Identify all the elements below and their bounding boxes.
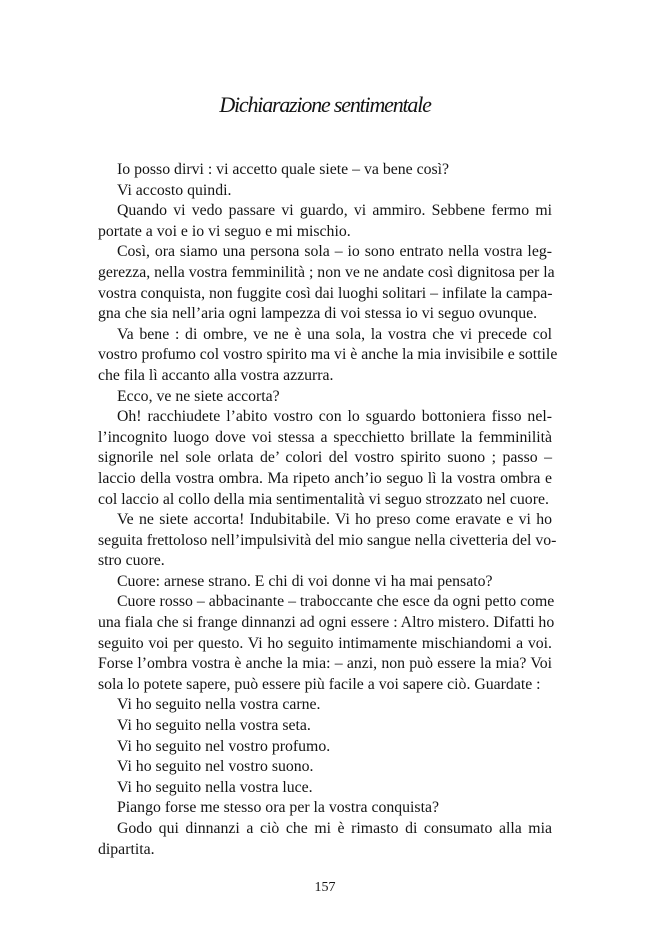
text-line: dipartita.	[98, 840, 155, 858]
body-text	[98, 160, 558, 860]
text-line: Vi accosto quindi.	[117, 181, 232, 199]
page-number: 157	[314, 880, 336, 895]
text-line: Oh! racchiudete l’abito vostro con lo sguardo bottoniera fisso nel-	[117, 408, 552, 426]
text-line: sola lo potete sapere, può essere più facile a voi sapere ciò. Guardate :	[98, 675, 541, 693]
text-line: Quando vi vedo passare vi guardo, vi ammiro. Sebbene fermo mi	[117, 202, 552, 220]
text-line: Va bene : di ombre, ve ne è una sola, la vostra che vi precede col	[117, 325, 552, 343]
text-line: Vi ho seguito nella vostra luce.	[117, 778, 313, 796]
text-line: laccio della vostra ombra. Ma ripeto anch’io seguo lì la vostra ombra e	[98, 469, 552, 487]
text-line: Godo qui dinnanzi a ciò che mi è rimasto di consumato alla mia	[117, 820, 552, 837]
text-line: vostra conquista, non fuggite così dai luoghi solitari – infilate la campa-	[98, 284, 553, 302]
text-line: col laccio al collo della mia sentimentalità vi seguo strozzato nel cuore.	[98, 490, 549, 508]
text-line: Vi ho seguito nella vostra carne.	[117, 696, 321, 714]
text-line: Ve ne siete accorta! Indubitabile. Vi ho preso come eravate e vi ho	[117, 511, 552, 529]
text-line: gerezza, nella vostra femminilità ; non ve ne andate così dignitosa per la	[98, 263, 555, 281]
text-line: Vi ho seguito nel vostro suono.	[117, 758, 314, 776]
text-line: seguita frettoloso nell’impulsività del mio sangue nella civetteria del vo-	[98, 531, 557, 549]
text-line: Cuore: arnese strano. E chi di voi donne vi ha mai pensato?	[117, 572, 493, 590]
text-line: stro cuore.	[98, 552, 165, 570]
text-line: portate a voi e io vi seguo e mi mischio.	[98, 222, 351, 240]
text-line: gna che sia nell’aria ogni lampezza di voi stessa io vi seguo ovunque.	[98, 305, 538, 323]
text-line: Così, ora siamo una persona sola – io sono entrato nella vostra leg-	[117, 243, 552, 261]
text-line: Cuore rosso – abbacinante – traboccante che esce da ogni petto come	[117, 593, 555, 611]
text-line: Vi ho seguito nel vostro profumo.	[117, 737, 331, 755]
text-line: vostro profumo col vostro spirito ma vi è anche la mia invisibile e sottile	[98, 346, 558, 364]
text-line: signorile nel sole orlata de’ colori del vostro spirito suono ; passo –	[98, 449, 552, 467]
text-line: seguito voi per questo. Vi ho seguito intimamente mischiandomi a voi.	[98, 634, 552, 652]
text-line: l’incognito luogo dove voi stessa a specchietto brillate la femminilità	[98, 428, 552, 446]
text-line: Forse l’ombra vostra è anche la mia: – anzi, non può essere la mia? Voi	[98, 655, 552, 673]
text-line: Ecco, ve ne siete accorta?	[117, 387, 280, 405]
text-line: Vi ho seguito nella vostra seta.	[117, 717, 311, 735]
text-line: una fiala che si frange dinnanzi ad ogni essere : Altro mistero. Difatti ho	[98, 614, 555, 632]
text-line: che fila lì accanto alla vostra azzurra.	[98, 366, 334, 384]
text-line: Piango forse me stesso ora per la vostra conquista?	[117, 799, 439, 817]
page-title: Dichiarazione sentimentale	[219, 92, 431, 117]
text-line: Io posso dirvi : vi accetto quale siete – va bene così?	[117, 161, 450, 178]
